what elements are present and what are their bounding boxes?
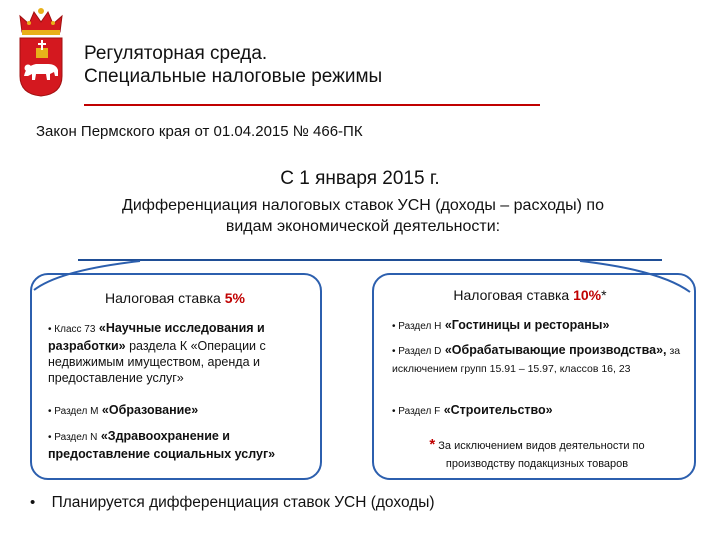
right-rate-label: Налоговая ставка bbox=[453, 287, 570, 303]
left-item-2: • Раздел М «Образование» bbox=[48, 403, 199, 417]
main-heading-line2: видам экономической деятельности: bbox=[225, 218, 501, 235]
footnote-star: * bbox=[429, 436, 436, 453]
left-column-heading bbox=[60, 290, 290, 306]
left-rate-label: Налоговая ставка bbox=[105, 290, 221, 306]
planned-text: Планируется дифференциация ставок УСН (доходы) bbox=[51, 494, 435, 511]
main-heading-line1: Дифференциация налоговых ставок УСН (доходы – расходы) по bbox=[122, 197, 604, 214]
date-heading: С 1 января 2015 г. bbox=[280, 168, 440, 189]
crown-icon bbox=[20, 8, 62, 35]
page-title-line2: Специальные налоговые режимы bbox=[84, 66, 383, 87]
right-item-1: • Раздел Н «Гостиницы и рестораны» bbox=[392, 318, 610, 332]
right-column-heading bbox=[400, 287, 660, 303]
left-item-1: • Класс 73 «Научные исследования и разработки» раздела К «Операции с недвижимым имуществом, аренда и предоставление услуг» bbox=[48, 321, 266, 385]
right-item-2: • Раздел D «Обрабатывающие производства», за исключением групп 15.91 – 15.97, классов 16, 23 bbox=[392, 343, 681, 375]
heading-divider bbox=[78, 259, 662, 261]
main-heading bbox=[70, 195, 656, 237]
page-title-line1: Регуляторная среда. bbox=[84, 43, 268, 64]
right-footnote bbox=[392, 436, 682, 473]
right-rate-star: * bbox=[601, 287, 607, 303]
bullet-dot: • bbox=[30, 494, 36, 511]
right-item-3: • Раздел F «Строительство» bbox=[392, 403, 553, 417]
page-title bbox=[84, 42, 544, 88]
footnote-line1: За исключением видов деятельности по bbox=[435, 440, 645, 452]
left-item-3: • Раздел N «Здравоохранение и предоставление социальных услуг» bbox=[48, 429, 276, 461]
title-divider bbox=[84, 104, 540, 106]
right-rate-value: 10% bbox=[573, 287, 602, 303]
perm-coat-of-arms-logo bbox=[12, 6, 70, 98]
left-rate-value: 5% bbox=[224, 290, 245, 306]
footnote-line2: производству подакцизных товаров bbox=[445, 458, 629, 470]
law-reference: Закон Пермского края от 01.04.2015 № 466-ПК bbox=[36, 123, 363, 140]
planned-differentiation-note bbox=[30, 494, 435, 512]
